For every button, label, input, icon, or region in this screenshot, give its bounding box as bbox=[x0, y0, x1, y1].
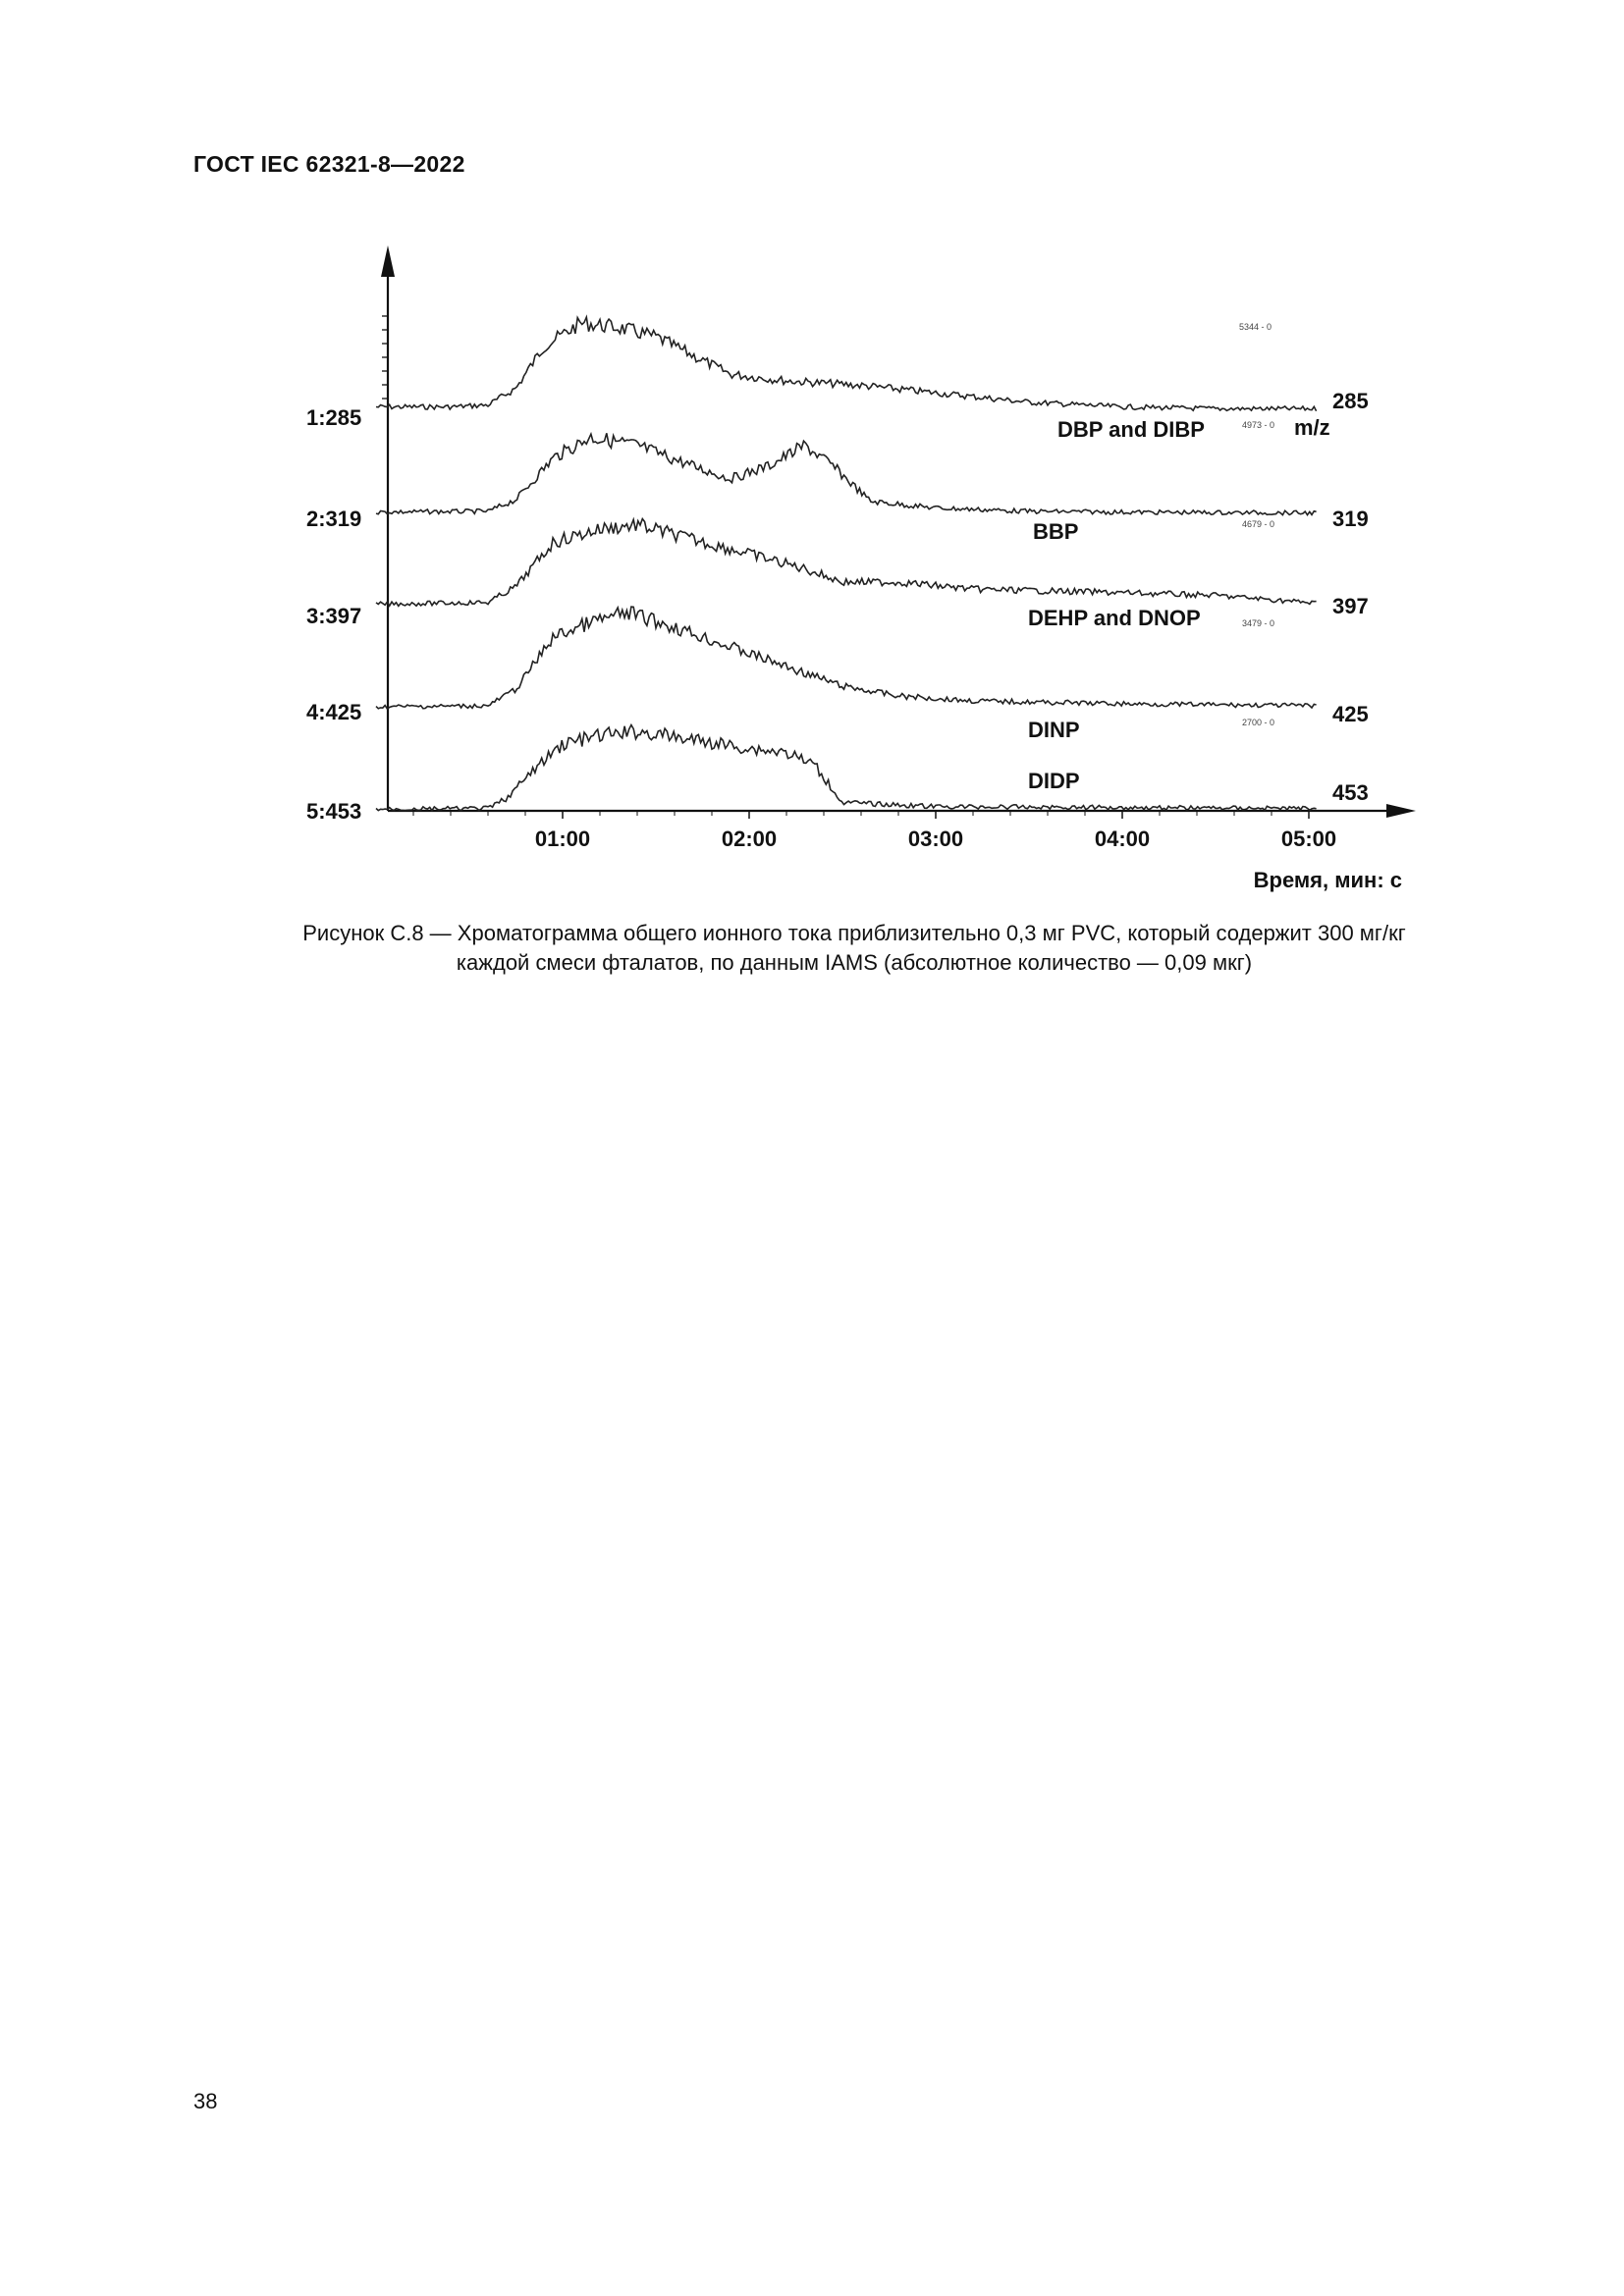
y-axis-arrow bbox=[381, 245, 395, 277]
x-tick-3: 03:00 bbox=[907, 827, 964, 851]
caption-line-2: каждой смеси фталатов, по данным IAMS (абсолютное количество — 0,09 мкг) bbox=[456, 950, 1253, 975]
figure-caption bbox=[147, 919, 1561, 978]
series-label-dbp-dibp: DBP and DIBP bbox=[1057, 417, 1205, 442]
mz-value-397: 397 bbox=[1332, 594, 1369, 618]
mz-value-425: 425 bbox=[1332, 702, 1369, 726]
x-axis-arrow bbox=[1386, 804, 1416, 818]
mz-value-285: 285 bbox=[1332, 389, 1369, 413]
scale-note-2: 4973 - 0 bbox=[1242, 420, 1275, 430]
scale-note-1: 5344 - 0 bbox=[1239, 322, 1272, 332]
caption-line-1: Рисунок С.8 — Хроматограмма общего ионного тока приблизительно 0,3 мг PVC, который содержит 300 мг/кг bbox=[302, 921, 1406, 945]
trace-dbp-dibp bbox=[376, 317, 1317, 411]
page-number: 38 bbox=[193, 2089, 218, 2113]
scale-note-5: 2700 - 0 bbox=[1242, 718, 1275, 727]
y-label-4: 4:425 bbox=[306, 700, 362, 724]
x-tick-5: 05:00 bbox=[1280, 827, 1337, 851]
series-label-dehp-dnop: DEHP and DNOP bbox=[1028, 606, 1201, 630]
trace-bbp bbox=[376, 433, 1317, 514]
scale-note-3: 4679 - 0 bbox=[1242, 519, 1275, 529]
series-label-dinp: DINP bbox=[1028, 718, 1080, 742]
mz-value-319: 319 bbox=[1332, 507, 1369, 531]
y-label-1: 1:285 bbox=[306, 405, 362, 430]
series-label-didp: DIDP bbox=[1028, 769, 1080, 793]
y-label-5: 5:453 bbox=[306, 799, 362, 824]
x-tick-2: 02:00 bbox=[721, 827, 778, 851]
scale-note-4: 3479 - 0 bbox=[1242, 618, 1275, 628]
chromatogram-figure bbox=[0, 0, 1624, 923]
trace-didp bbox=[376, 725, 1317, 811]
x-tick-1: 01:00 bbox=[534, 827, 591, 851]
trace-dehp-dnop bbox=[376, 519, 1317, 607]
mz-value-453: 453 bbox=[1332, 780, 1369, 805]
document-header: ГОСТ IEC 62321-8—2022 bbox=[193, 151, 465, 177]
x-tick-4: 04:00 bbox=[1094, 827, 1151, 851]
mz-unit: m/z bbox=[1294, 415, 1330, 440]
y-label-3: 3:397 bbox=[306, 604, 362, 628]
series-label-bbp: BBP bbox=[1033, 519, 1079, 544]
y-label-2: 2:319 bbox=[306, 507, 362, 531]
x-axis-title: Время, мин: с bbox=[1253, 868, 1402, 892]
